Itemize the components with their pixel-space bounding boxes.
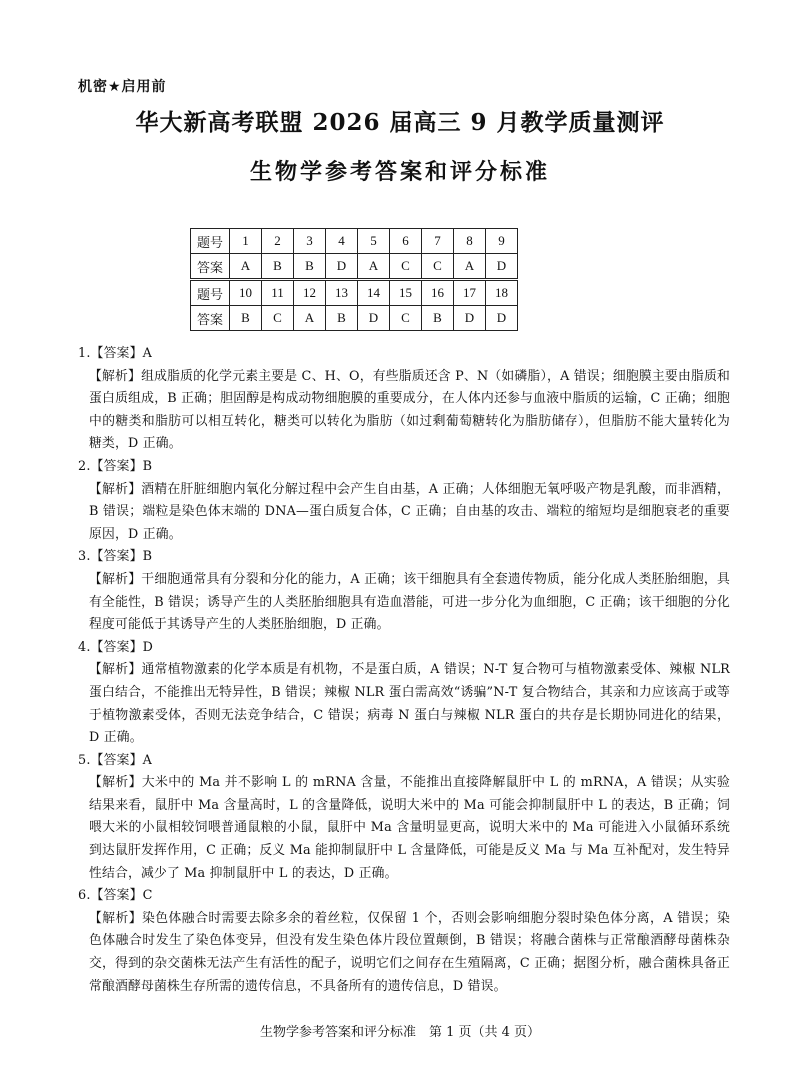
answer-line: 4.【答案】D	[78, 639, 154, 655]
answer-cell: D	[486, 306, 518, 331]
answer-row	[191, 254, 518, 280]
row-label-question: 题号	[191, 280, 230, 306]
question-number-cell: 18	[486, 280, 518, 306]
answer-cell: C	[262, 306, 294, 331]
answer-cell: A	[294, 306, 326, 331]
question-number-cell: 5	[358, 229, 390, 254]
question-number-cell: 16	[422, 280, 454, 306]
question-number-cell: 10	[230, 280, 262, 306]
question-number-cell: 3	[294, 229, 326, 254]
question-number-cell: 9	[486, 229, 518, 254]
answer-cell: A	[358, 254, 390, 280]
answer-cell: B	[262, 254, 294, 280]
answer-cell: B	[230, 306, 262, 331]
answer-key-table	[190, 228, 518, 331]
answer-line: 6.【答案】C	[78, 888, 153, 904]
question-number-cell: 2	[262, 229, 294, 254]
answer-cell: D	[358, 306, 390, 331]
answer-cell: D	[454, 306, 486, 331]
answer-line: 1.【答案】A	[78, 346, 153, 361]
explanation-paragraph: 【解析】酒精在肝脏细胞内氧化分解过程中会产生自由基，A 正确；人体细胞无氧呼吸产物是乳酸，而非酒精，B 错误；端粒是染色体末端的 DNA—蛋白质复合体，C 正确；自由基的攻击、端粒的缩短均是细胞衰老的重要原因，D 正确。	[89, 481, 730, 542]
question-number-cell: 1	[230, 229, 262, 254]
answer-cell: C	[422, 254, 454, 280]
row-label-answer: 答案	[191, 254, 230, 280]
answer-cell: B	[294, 254, 326, 280]
answer-cell: D	[486, 254, 518, 280]
answer-cell: A	[454, 254, 486, 280]
question-number-cell: 14	[358, 280, 390, 306]
answer-line: 2.【答案】B	[78, 458, 153, 474]
exam-title: 华大新高考联盟 2026 届高三 9 月教学质量测评	[135, 109, 665, 136]
question-number-cell: 11	[262, 280, 294, 306]
question-number-row	[191, 280, 518, 306]
question-number-cell: 15	[390, 280, 422, 306]
answer-cell: D	[326, 254, 358, 280]
question-number-cell: 13	[326, 280, 358, 306]
question-number-cell: 12	[294, 280, 326, 306]
page-footer: 生物学参考答案和评分标准 第 1 页（共 4 页）	[259, 1025, 541, 1040]
explanation-paragraph: 【解析】大米中的 Ma 并不影响 L 的 mRNA 含量，不能推出直接降解鼠肝中 L 的 mRNA，A 错误；从实验结果来看，鼠肝中 Ma 含量高时，L 的含量降低，说明大米中的 Ma 可能会抑制鼠肝中 L 的表达，B 正确；饲喂大米的小鼠相较饲喂普通鼠粮的小鼠，鼠肝中 Ma 含量明显更高，说明大米中的 Ma 可能进入小鼠循环系统到达鼠肝发挥作用，C 正确；反义 Ma 能抑制鼠肝中 L 含量降低，可能是反义 Ma 与 Ma 互补配对，发生特异性结合，减少了 Ma 抑制鼠肝中 L 的表达，D 正确。	[89, 775, 730, 881]
answer-cell: B	[326, 306, 358, 331]
confidential-mark: 机密★启用前	[78, 79, 167, 95]
row-label-answer: 答案	[191, 306, 230, 331]
answer-cell: C	[390, 306, 422, 331]
explanations-body	[78, 343, 730, 998]
explanation-paragraph: 【解析】通常植物激素的化学本质是有机物，不是蛋白质，A 错误；N-T 复合物可与植物激素受体、辣椒 NLR 蛋白结合，不能推出无特异性，B 错误；辣椒 NLR 蛋白需高效“诱骗”N-T 复合物结合，其亲和力应该高于或等于植物激素受体，否则无法竞争结合，C 错误；病毒 N 蛋白与辣椒 NLR 蛋白的共存是长期协同进化的结果，D 正确。	[89, 662, 730, 746]
answer-line: 3.【答案】B	[78, 549, 153, 565]
question-number-cell: 17	[454, 280, 486, 306]
row-label-question: 题号	[191, 229, 230, 254]
answer-cell: A	[230, 254, 262, 280]
answer-row	[191, 306, 518, 331]
explanation-paragraph: 【解析】染色体融合时需要去除多余的着丝粒，仅保留 1 个，否则会影响细胞分裂时染色体分离，A 错误；染色体融合时发生了染色体变异，但没有发生染色体片段位置颠倒，B 错误；将融合菌株与正常酿酒酵母菌株杂交，得到的杂交菌株无法产生有活性的配子，说明它们之间存在生殖隔离，C 正确；据图分析，融合菌株具备正常酿酒酵母菌株生存所需的遗传信息，不具备所有的遗传信息，D 错误。	[89, 910, 730, 994]
question-number-cell: 8	[454, 229, 486, 254]
question-number-cell: 4	[326, 229, 358, 254]
answer-line: 5.【答案】A	[78, 752, 153, 768]
answer-cell: B	[422, 306, 454, 331]
question-number-cell: 6	[390, 229, 422, 254]
question-number-row	[191, 229, 518, 254]
question-number-cell: 7	[422, 229, 454, 254]
document-subtitle: 生物学参考答案和评分标准	[249, 159, 550, 185]
explanation-paragraph: 【解析】干细胞通常具有分裂和分化的能力，A 正确；该干细胞具有全套遗传物质，能分化成人类胚胎细胞，具有全能性，B 错误；诱导产生的人类胚胎细胞具有造血潜能，可进一步分化为血细胞，C 正确；该干细胞的分化程度可能低于其诱导产生的人类胚胎细胞，D 正确。	[89, 571, 730, 633]
explanation-paragraph: 【解析】组成脂质的化学元素主要是 C、H、O，有些脂质还含 P、N（如磷脂），A 错误；细胞膜主要由脂质和蛋白质组成，B 正确；胆固醇是构成动物细胞膜的重要成分，在人体内还参与血液中脂质的运输，C 正确；细胞中的糖类和脂肪可以相互转化，糖类可以转化为脂肪（如过剩葡萄糖转化为脂肪储存），但脂肪不能大量转化为糖类，D 正确。	[89, 368, 730, 452]
answer-cell: C	[390, 254, 422, 280]
